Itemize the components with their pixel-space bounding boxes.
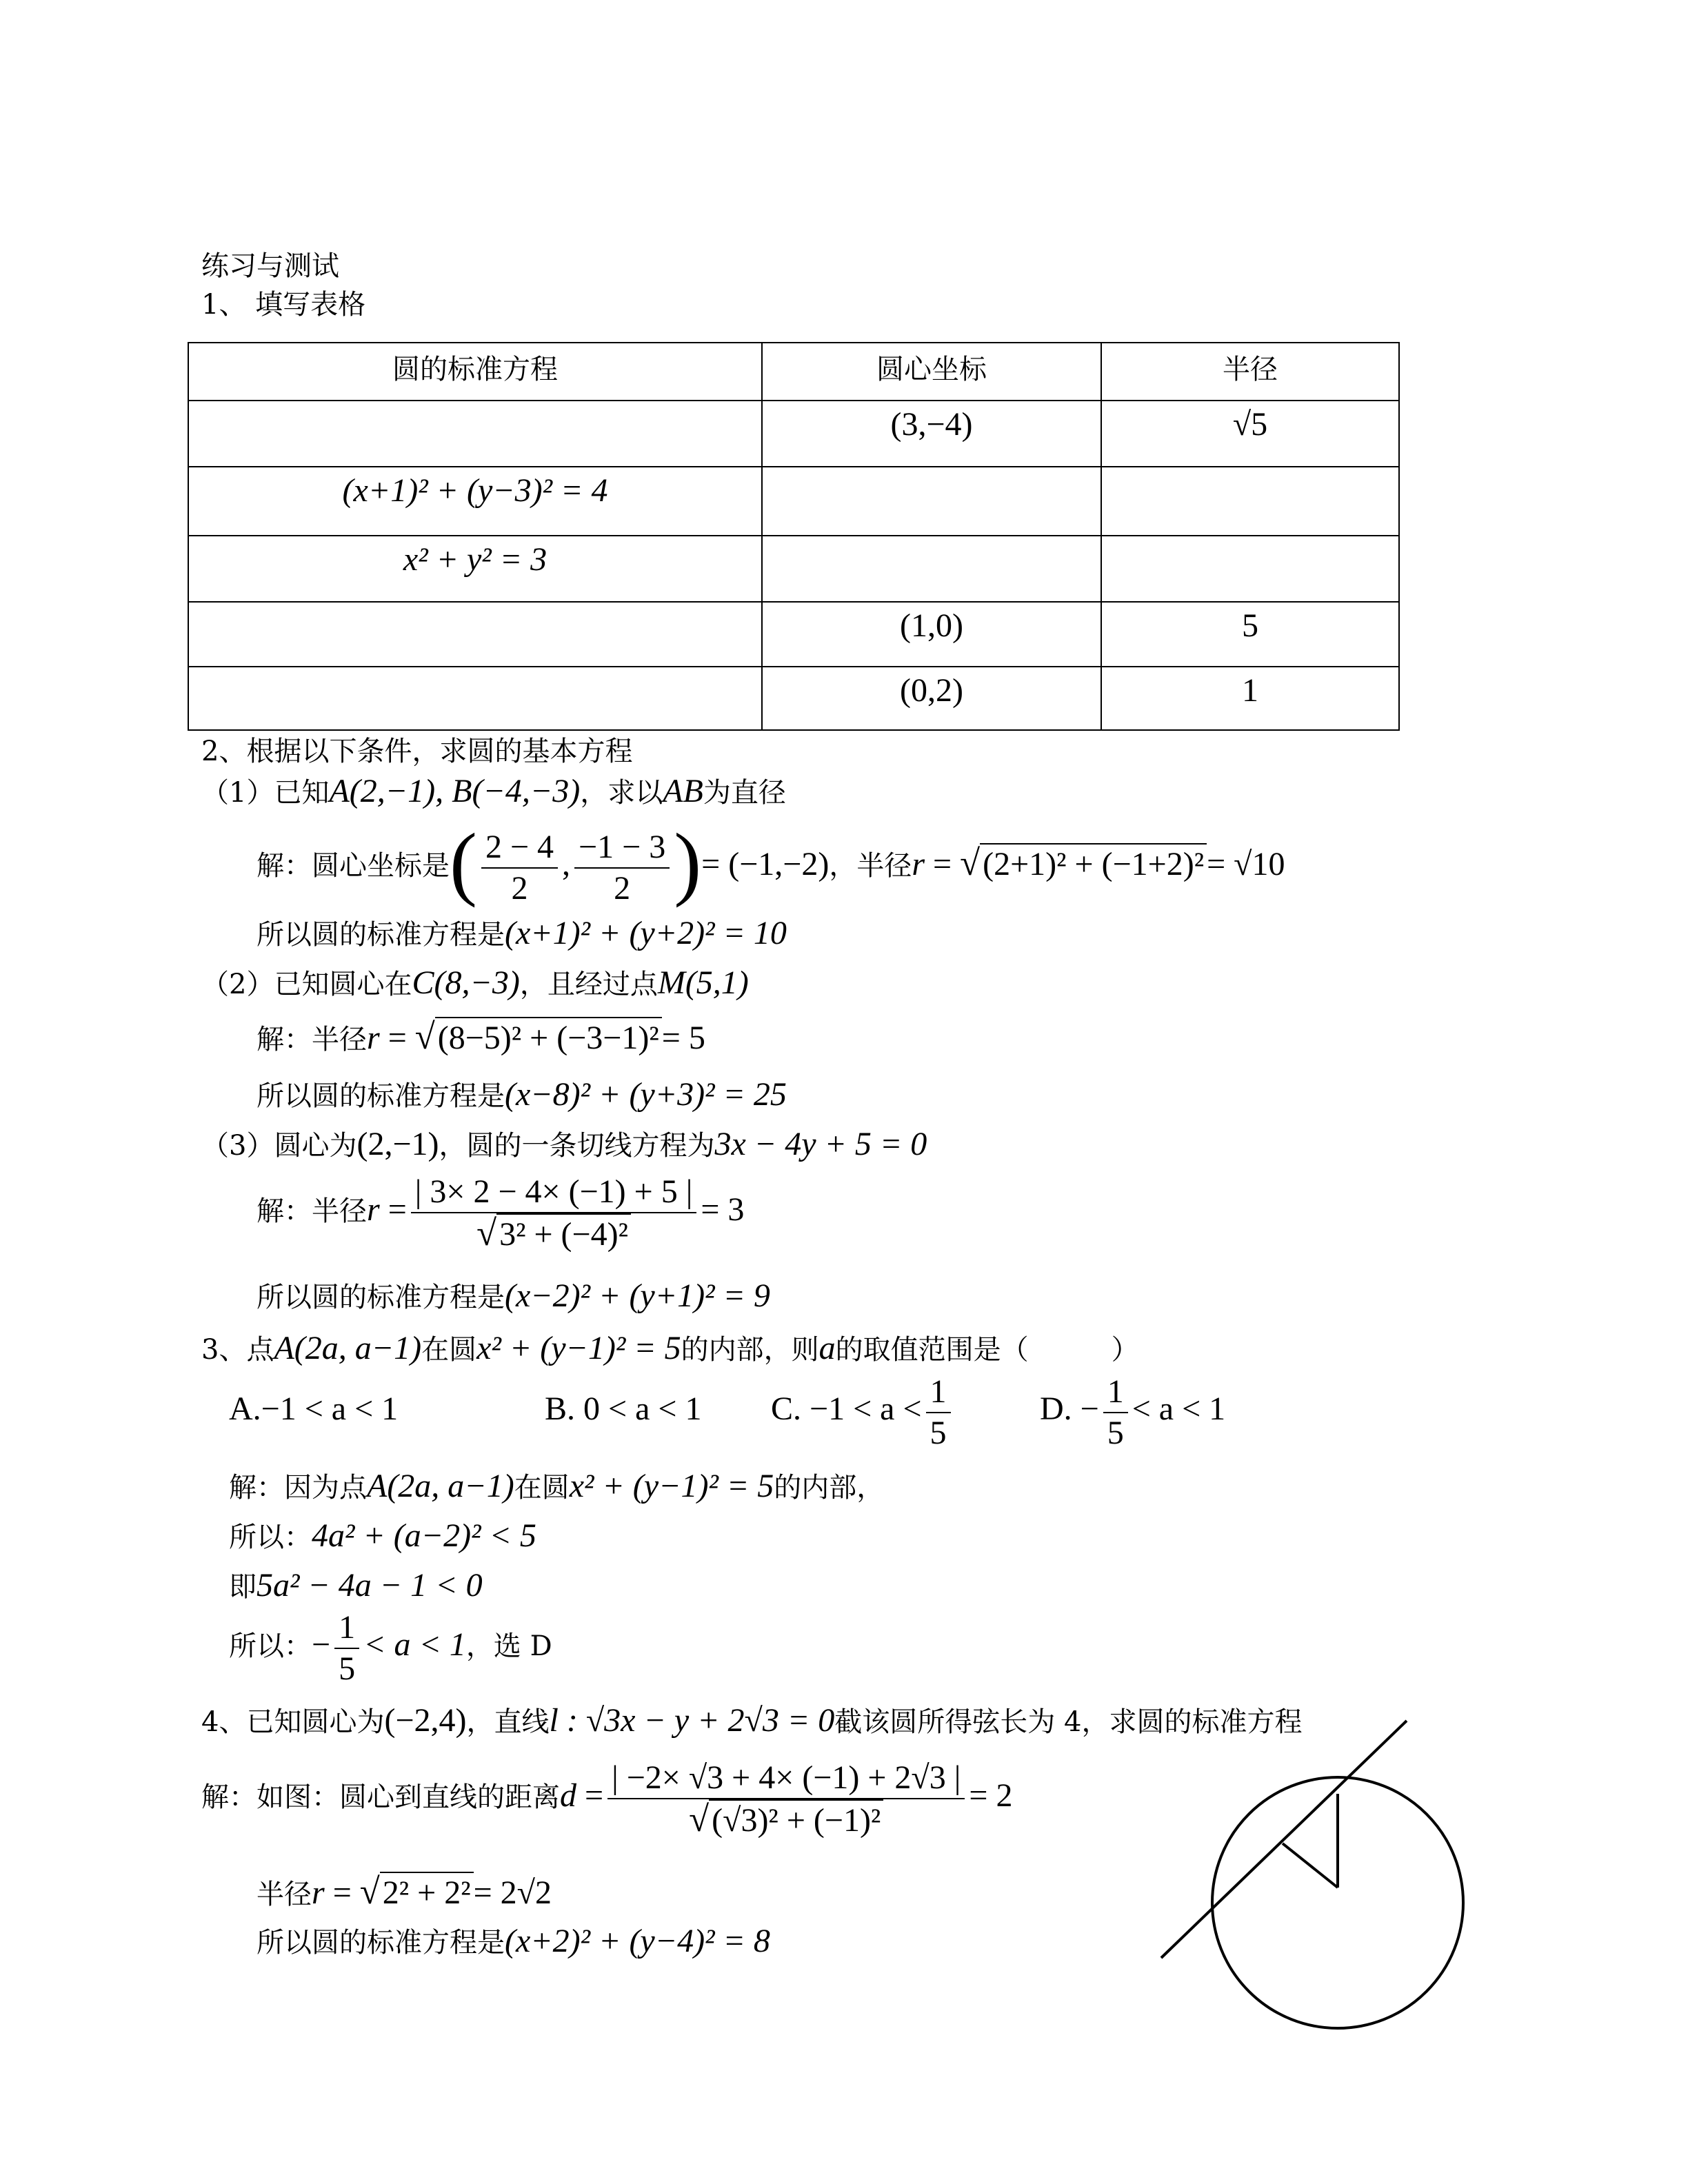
q3-solution-line3: 即5a² − 4a − 1 < 0 — [229, 1567, 483, 1604]
q2-part1-answer: 所以圆的标准方程是(x+1)² + (y+2)² = 10 — [257, 915, 787, 951]
question-4-title: 4、已知圆心为(−2,4)，直线l : √3x − y + 2√3 = 0截该圆所得弦长为 4，求圆的标准方程 — [201, 1702, 1303, 1739]
table-header-row — [188, 343, 1399, 401]
table-cell — [762, 467, 1101, 536]
fraction: $\frac{2 - 4}{2}$ — [481, 827, 558, 909]
option-d: D. − $\frac{1}{5}$ < a < 1 — [1040, 1372, 1225, 1453]
q2-part1-statement: （1）已知A(2,−1), B(−4,−3)，求以AB为直径 — [201, 773, 786, 809]
q2-part1-solution: 解：圆心坐标是( $\frac{2 - 4}{2}$ , $\frac{-1 - 3}{2}$ )= (−1,−2)，半径r = √(2+1)² + (−1+2)²= √10 — [257, 816, 1285, 908]
q3-solution-line2: 所以：4a² + (a−2)² < 5 — [229, 1517, 536, 1554]
radical: √2² + 2² — [360, 1874, 474, 1911]
q4-solution-radius: 半径r = √2² + 2²= 2√2 — [257, 1872, 552, 1912]
fraction: $\frac{-1 - 3}{2}$ — [574, 827, 670, 909]
table-cell — [188, 667, 762, 730]
question-2-title: 2、根据以下条件，求圆的基本方程 — [201, 736, 633, 767]
table-cell — [188, 401, 762, 467]
q2-part2-answer: 所以圆的标准方程是(x−8)² + (y+3)² = 25 — [257, 1076, 787, 1113]
table-row — [188, 467, 1399, 536]
table-cell — [1101, 536, 1399, 602]
table-cell: (x+1)² + (y−3)² = 4 — [188, 467, 762, 536]
option-c: C. −1 < a < $\frac{1}{5}$ — [771, 1372, 955, 1453]
fraction: $\frac{1}{5}$ — [334, 1608, 359, 1689]
table-row — [188, 536, 1399, 602]
fraction: $\frac{1}{5}$ — [1103, 1372, 1128, 1453]
secant-line — [1161, 1721, 1407, 1958]
question-3-title: 3、点A(2a, a−1)在圆x² + (y−1)² = 5的内部，则a的取值范围是（ ） — [201, 1330, 1139, 1366]
table-cell: (1,0) — [762, 602, 1101, 667]
table-row — [188, 401, 1399, 467]
table-header-cell: 圆心坐标 — [762, 343, 1101, 401]
fraction: $\frac{| 3\times 2 - 4\times (-1) + 5 |}{\text{√3² + (−4)²}}$ — [411, 1172, 697, 1255]
table-cell — [762, 536, 1101, 602]
question-1-title: 1、 填写表格 — [201, 289, 366, 321]
table-header-cell: 半径 — [1101, 343, 1399, 401]
q3-solution-line4: 所以：− $\frac{1}{5}$ < a < 1，选 D — [229, 1608, 552, 1689]
q2-part3-statement: （3）圆心为(2,−1)，圆的一条切线方程为3x − 4y + 5 = 0 — [201, 1126, 927, 1162]
close-paren: ) — [674, 816, 702, 908]
table-cell: 5 — [1101, 602, 1399, 667]
q2-part3-solution: 解：半径r = $\frac{| 3\times 2 - 4\times (-1) + 5 |}{\text{√3² + (−4)²}}$ = 3 — [257, 1173, 745, 1253]
fraction: $\frac{1}{5}$ — [926, 1372, 951, 1453]
option-b: B. 0 < a < 1 — [545, 1391, 702, 1427]
radical: √(2+1)² + (−1+2)² — [960, 846, 1207, 882]
table-cell: x² + y² = 3 — [188, 536, 762, 602]
q3-solution-line1: 解：因为点A(2a, a−1)在圆x² + (y−1)² = 5的内部， — [229, 1468, 885, 1504]
open-paren: ( — [450, 816, 477, 908]
table-row — [188, 667, 1399, 730]
table-cell — [188, 602, 762, 667]
q4-solution-distance: 解：如图：圆心到直线的距离d = $\frac{| -2\times √3 + 4\times (-1) + 2√3 |}{\text{√(√3)² + (−1)²}}$ = 2 — [201, 1759, 1013, 1839]
table-header-cell: 圆的标准方程 — [188, 343, 762, 401]
q2-part2-statement: （2）已知圆心在C(8,−3)，且经过点M(5,1) — [201, 964, 749, 1001]
q4-solution-answer: 所以圆的标准方程是(x+2)² + (y−4)² = 8 — [257, 1923, 770, 1959]
table-cell: √5 — [1101, 401, 1399, 467]
table-cell: (3,−4) — [762, 401, 1101, 467]
fraction: $\frac{| -2\times √3 + 4\times (-1) + 2√3 |}{\text{√(√3)² + (−1)²}}$ — [607, 1758, 965, 1841]
circle-chord-figure — [1145, 1710, 1434, 2041]
table-cell: 1 — [1101, 667, 1399, 730]
q2-part2-solution: 解：半径r = √(8−5)² + (−3−1)²= 5 — [257, 1017, 705, 1057]
option-a: A.−1 < a < 1 — [229, 1391, 399, 1427]
perpendicular-segment — [1283, 1843, 1338, 1888]
table-cell — [1101, 467, 1399, 536]
answer-table — [188, 342, 1400, 731]
section-title: 练习与测试 — [201, 250, 339, 282]
table-cell: (0,2) — [762, 667, 1101, 730]
radical: √(8−5)² + (−3−1)² — [415, 1020, 662, 1056]
q2-part3-answer: 所以圆的标准方程是(x−2)² + (y+1)² = 9 — [257, 1277, 770, 1314]
table-row — [188, 602, 1399, 667]
